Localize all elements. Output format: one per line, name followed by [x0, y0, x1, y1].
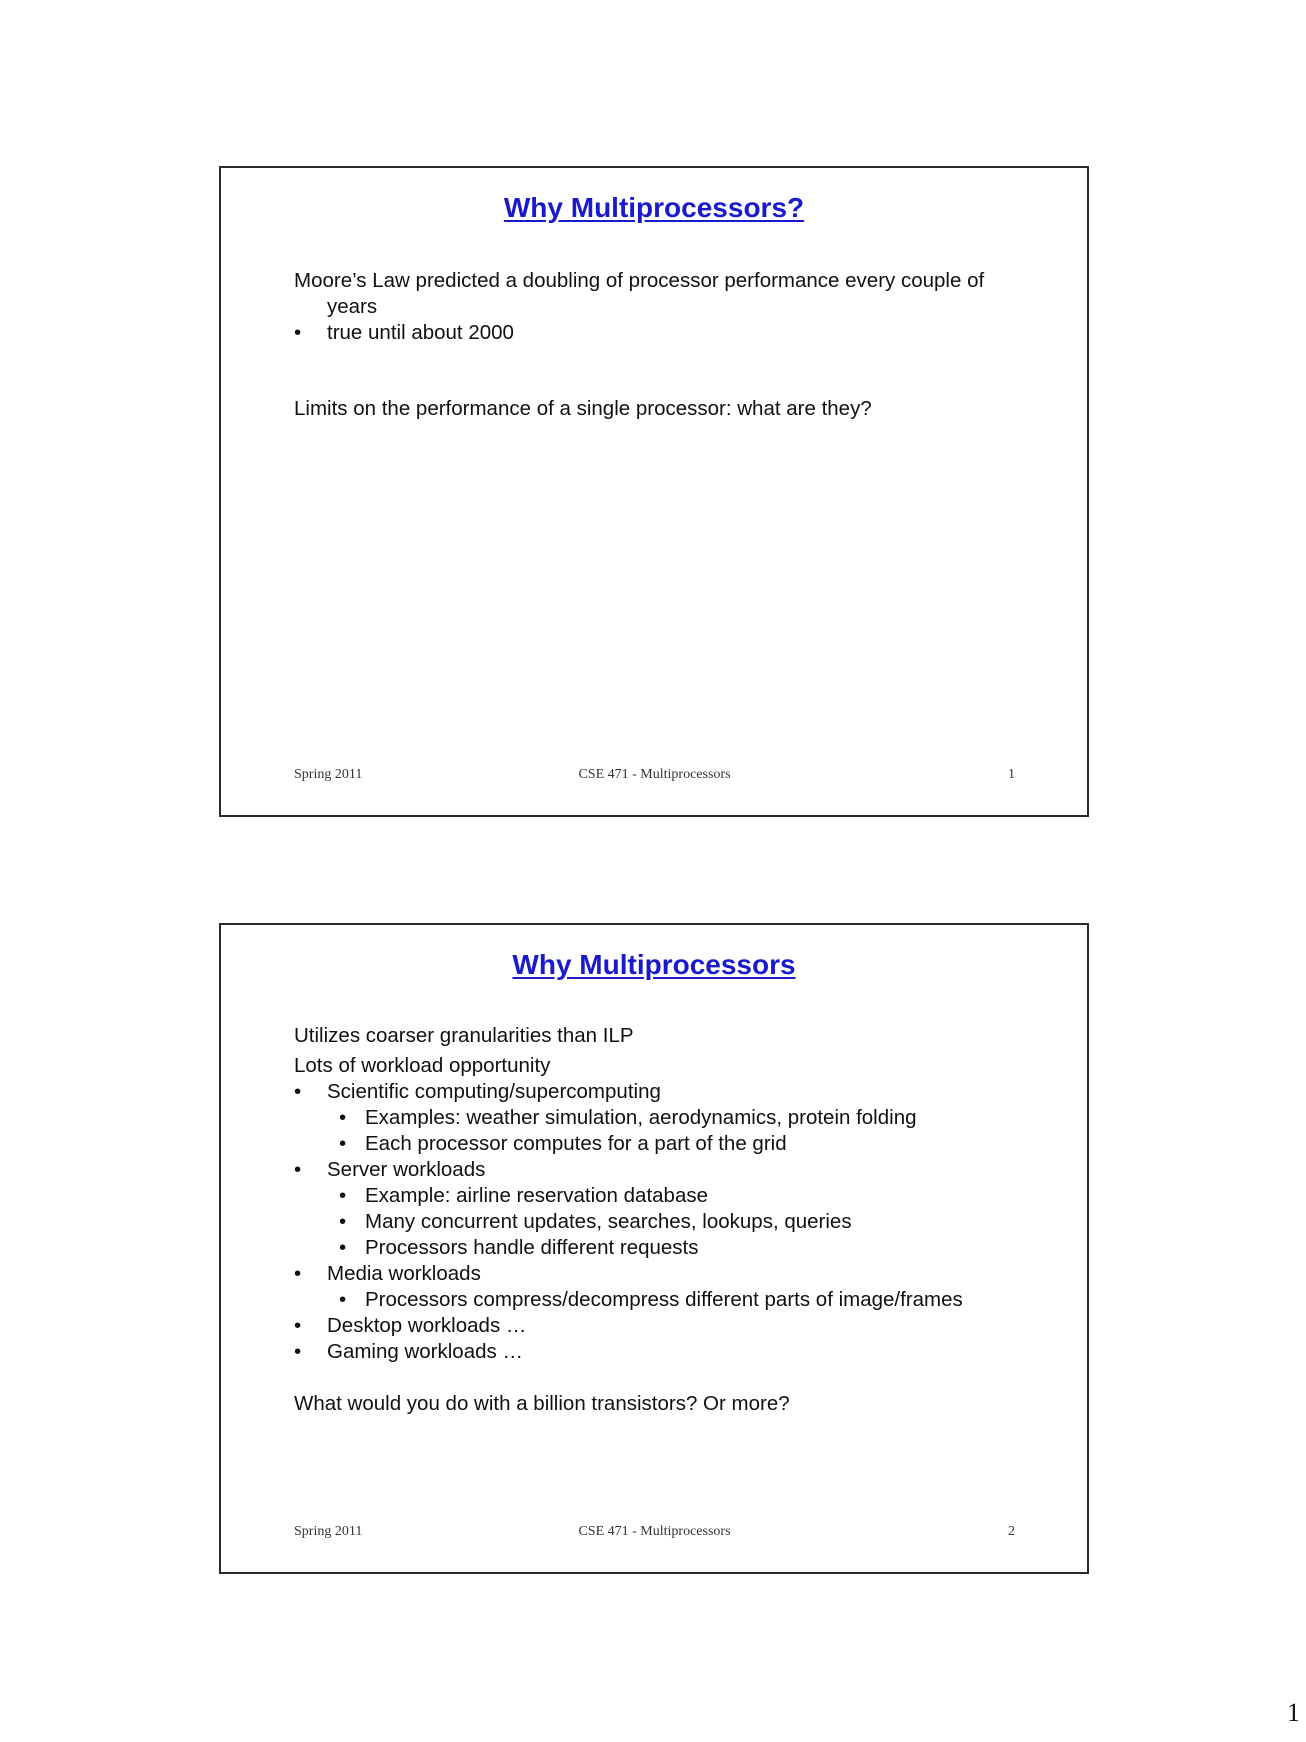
bullet-icon: • [339, 1106, 347, 1129]
footer-term: Spring 2011 [294, 767, 363, 782]
bullet-text: Server workloads [327, 1158, 486, 1181]
footer-slide-number: 1 [1008, 767, 1015, 782]
bullet-item [294, 1339, 1027, 1365]
footer-slide-number: 2 [1008, 1524, 1015, 1539]
bullet-icon: • [339, 1210, 347, 1233]
body-paragraph: What would you do with a billion transistors? Or more? [294, 1392, 790, 1415]
bullet-icon: • [339, 1184, 347, 1207]
bullet-text: Media workloads [327, 1262, 481, 1285]
slide-footer [294, 767, 1015, 787]
bullet-icon: • [339, 1288, 347, 1311]
sub-bullet-item [294, 1131, 1027, 1157]
slide-2 [219, 923, 1089, 1574]
sub-bullet-text: Each processor computes for a part of the grid [365, 1132, 787, 1155]
slide-1 [219, 166, 1089, 817]
slide-body [294, 1023, 1027, 1417]
bullet-text: true until about 2000 [327, 321, 514, 344]
footer-course: CSE 471 - Multiprocessors [578, 1524, 731, 1539]
body-paragraph: Lots of workload opportunity [294, 1054, 551, 1077]
sub-bullet-item [294, 1235, 1027, 1261]
bullet-icon: • [294, 1314, 302, 1337]
slide-footer [294, 1524, 1015, 1544]
bullet-item [294, 320, 1027, 346]
slide-title: Why Multiprocessors [512, 949, 796, 980]
slide-title: Why Multiprocessors? [503, 192, 805, 223]
bullet-item [294, 1157, 1027, 1183]
footer-term: Spring 2011 [294, 1524, 363, 1539]
bullet-text: Gaming workloads … [327, 1340, 523, 1363]
bullet-item [294, 1313, 1027, 1339]
slide-body [294, 268, 1027, 422]
bullet-icon: • [294, 1158, 302, 1181]
bullet-icon: • [294, 321, 302, 344]
sub-bullet-text: Example: airline reservation database [365, 1184, 708, 1207]
sub-bullet-text: Examples: weather simulation, aerodynamics, protein folding [365, 1106, 917, 1129]
bullet-icon: • [294, 1262, 302, 1285]
bullet-icon: • [294, 1340, 302, 1363]
sub-bullet-item [294, 1209, 1027, 1235]
sub-bullet-item [294, 1105, 1027, 1131]
bullet-text: Scientific computing/supercomputing [327, 1080, 661, 1103]
sub-bullet-item [294, 1287, 1027, 1313]
body-paragraph: Utilizes coarser granularities than ILP [294, 1024, 634, 1047]
sub-bullet-text: Many concurrent updates, searches, lookups, queries [365, 1210, 852, 1233]
bullet-icon: • [294, 1080, 302, 1103]
bullet-text: Desktop workloads … [327, 1314, 527, 1337]
body-paragraph: Moore’s Law predicted a doubling of processor performance every couple of years [294, 269, 985, 318]
page-number: 1 [1287, 1698, 1300, 1727]
bullet-item [294, 1261, 1027, 1287]
bullet-item [294, 1079, 1027, 1105]
body-paragraph: Limits on the performance of a single processor: what are they? [294, 397, 872, 420]
bullet-icon: • [339, 1236, 347, 1259]
sub-bullet-text: Processors compress/decompress different parts of image/frames [365, 1288, 963, 1311]
footer-course: CSE 471 - Multiprocessors [578, 767, 731, 782]
sub-bullet-item [294, 1183, 1027, 1209]
bullet-icon: • [339, 1132, 347, 1155]
sub-bullet-text: Processors handle different requests [365, 1236, 699, 1259]
